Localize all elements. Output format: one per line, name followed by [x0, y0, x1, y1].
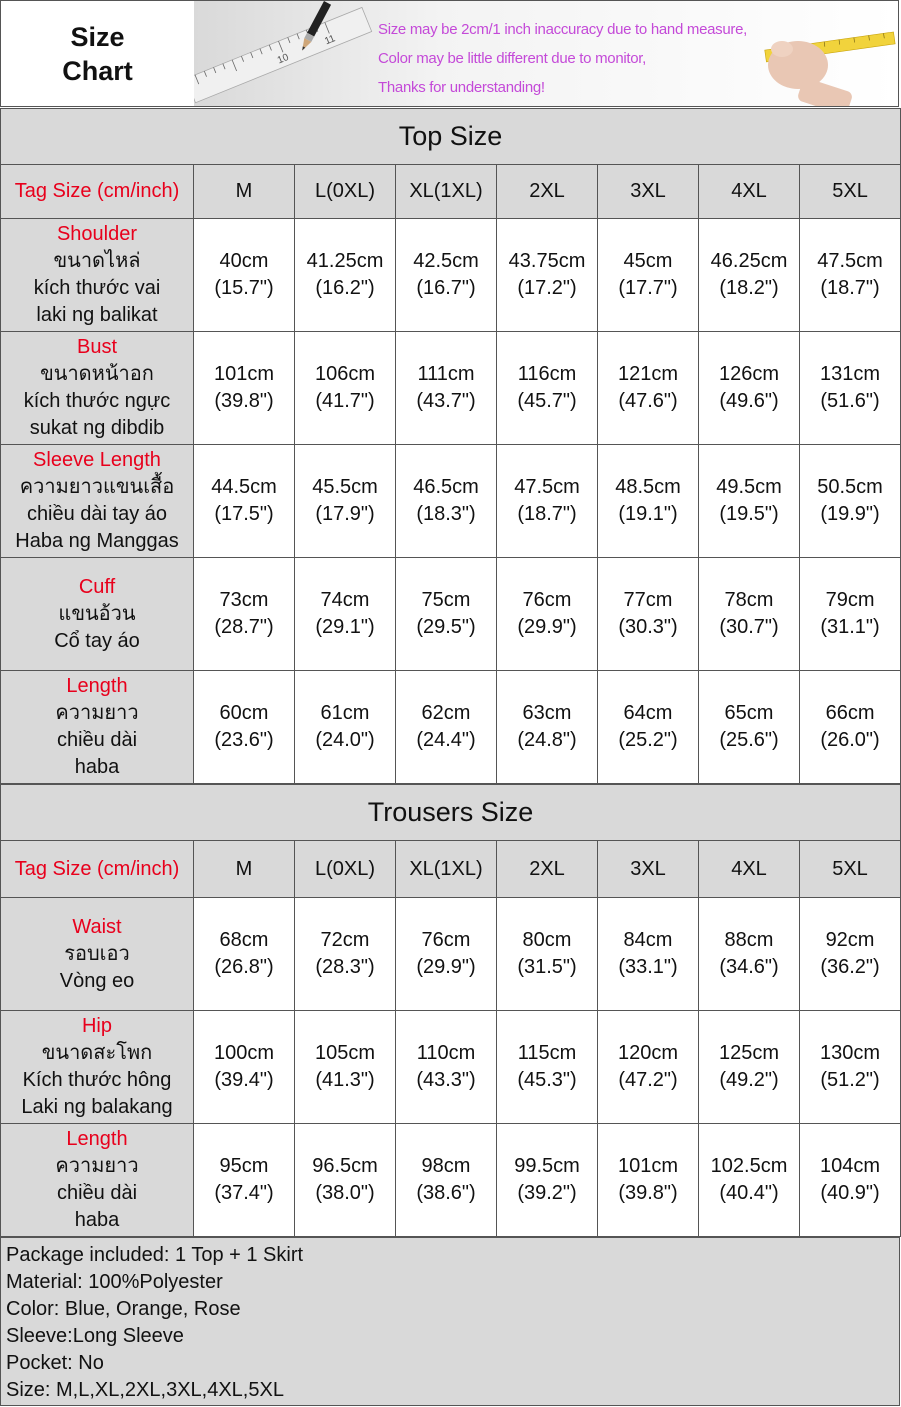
- value-cm: 50.5cm: [817, 476, 883, 498]
- size-value-cell: [800, 219, 901, 332]
- value-cm: 120cm: [617, 1042, 679, 1064]
- size-value-cell: [699, 898, 800, 1011]
- measurement-name: Waist: [72, 915, 122, 938]
- value-inch: (25.6"): [719, 729, 779, 751]
- value-cm: 48.5cm: [615, 476, 681, 498]
- size-value-cell: [396, 1124, 497, 1237]
- size-value-cell: [497, 1124, 598, 1237]
- value-inch: (37.4"): [214, 1182, 274, 1204]
- value-cm: 99.5cm: [514, 1155, 580, 1177]
- value-inch: (31.1"): [820, 616, 880, 638]
- value-inch: (39.8"): [214, 390, 274, 412]
- size-value-cell: [699, 219, 800, 332]
- size-header: 4XL: [699, 841, 800, 898]
- value-cm: 130cm: [820, 1042, 881, 1064]
- value-cm: 131cm: [820, 363, 881, 385]
- value-inch: (18.7"): [820, 277, 880, 299]
- value-inch: (36.2"): [820, 956, 880, 978]
- tag-size-label: Tag Size (cm/inch): [1, 165, 194, 219]
- value-inch: (45.3"): [517, 1069, 577, 1091]
- title-line-1: Size: [70, 21, 125, 52]
- measurement-label: [1, 332, 194, 445]
- note-line-1: Size may be 2cm/1 inch inaccuracy due to hand measure,: [378, 21, 748, 38]
- table-row: [1, 898, 901, 1011]
- value-cm: 115cm: [517, 1042, 577, 1064]
- value-cm: 47.5cm: [817, 250, 883, 272]
- size-value-cell: [295, 445, 396, 558]
- value-inch: (40.9"): [820, 1182, 880, 1204]
- size-value-cell: [598, 671, 699, 784]
- size-value-cell: [800, 898, 901, 1011]
- value-cm: 105cm: [314, 1042, 376, 1064]
- measurement-translation: รอบเอว: [64, 942, 130, 965]
- top-size-title: Top Size: [1, 109, 901, 165]
- measurement-name: Hip: [81, 1015, 112, 1037]
- size-value-cell: [194, 558, 295, 671]
- size-header: 4XL: [699, 165, 800, 219]
- table-row: [1, 219, 901, 332]
- info-color: Color: Blue, Orange, Rose: [6, 1298, 241, 1320]
- table-row: [1, 671, 901, 784]
- measurement-translation: ความยาวแขนเสื้อ: [19, 476, 175, 498]
- measurement-translation: chiều dài tay áo: [26, 503, 168, 525]
- value-inch: (51.6"): [820, 390, 880, 412]
- value-inch: (39.4"): [214, 1069, 274, 1091]
- measurement-translation: ขนาดสะโพก: [41, 1042, 153, 1064]
- size-value-cell: [396, 1011, 497, 1124]
- value-cm: 40cm: [219, 250, 269, 272]
- value-cm: 98cm: [421, 1155, 471, 1177]
- value-cm: 104cm: [820, 1155, 881, 1177]
- size-header: XL(1XL): [396, 841, 497, 898]
- size-chart-title: [1, 1, 194, 106]
- measurement-translation: chiều dài: [56, 729, 138, 751]
- value-cm: 42.5cm: [413, 250, 479, 272]
- value-inch: (49.2"): [719, 1069, 779, 1091]
- value-inch: (17.2"): [517, 277, 577, 299]
- table-row: [1, 445, 901, 558]
- value-inch: (24.4"): [416, 729, 476, 751]
- value-cm: 46.25cm: [710, 250, 788, 272]
- value-cm: 77cm: [623, 589, 673, 611]
- size-value-cell: [295, 1011, 396, 1124]
- size-value-cell: [194, 1011, 295, 1124]
- measurement-translation: sukat ng dibdib: [29, 417, 165, 439]
- value-inch: (24.8"): [517, 729, 577, 751]
- value-inch: (15.7"): [214, 277, 274, 299]
- measurement-translation: Laki ng balakang: [21, 1096, 173, 1118]
- title-line-2: Chart: [62, 55, 133, 86]
- size-header: 2XL: [497, 841, 598, 898]
- value-inch: (33.1"): [618, 956, 678, 978]
- value-inch: (29.1"): [315, 616, 375, 638]
- size-value-cell: [800, 445, 901, 558]
- value-cm: 96.5cm: [312, 1155, 378, 1177]
- size-header: 3XL: [598, 841, 699, 898]
- info-pocket: Pocket: No: [6, 1352, 104, 1374]
- measurement-name: Length: [66, 675, 128, 697]
- measurement-translation: ขนาดหน้าอก: [40, 363, 154, 385]
- size-value-cell: [598, 558, 699, 671]
- size-value-cell: [396, 898, 497, 1011]
- value-inch: (38.0"): [315, 1182, 375, 1204]
- value-inch: (41.7"): [315, 390, 375, 412]
- value-inch: (19.1"): [618, 503, 678, 525]
- value-cm: 43.75cm: [508, 250, 586, 272]
- size-value-cell: [699, 1011, 800, 1124]
- value-cm: 126cm: [718, 363, 780, 385]
- size-value-cell: [598, 219, 699, 332]
- value-inch: (29.5"): [416, 616, 476, 638]
- size-value-cell: [800, 1124, 901, 1237]
- size-value-cell: [598, 332, 699, 445]
- value-inch: (43.7"): [416, 390, 476, 412]
- ruler-mark-11: 11: [323, 33, 337, 48]
- value-inch: (18.3"): [416, 503, 476, 525]
- value-cm: 64cm: [623, 702, 673, 724]
- value-cm: 78cm: [724, 589, 774, 611]
- size-value-cell: [295, 332, 396, 445]
- value-inch: (16.7"): [416, 277, 476, 299]
- size-value-cell: [699, 671, 800, 784]
- table-row: [1, 558, 901, 671]
- size-value-cell: [194, 332, 295, 445]
- value-inch: (29.9"): [517, 616, 577, 638]
- size-value-cell: [295, 558, 396, 671]
- value-cm: 76cm: [421, 929, 471, 951]
- size-value-cell: [800, 558, 901, 671]
- value-inch: (38.6"): [416, 1182, 476, 1204]
- value-cm: 100cm: [213, 1042, 275, 1064]
- value-cm: 95cm: [219, 1155, 269, 1177]
- value-cm: 47.5cm: [514, 476, 580, 498]
- measurement-translation: ความยาว: [55, 702, 139, 724]
- value-cm: 111cm: [417, 363, 475, 385]
- measurement-translation: haba: [74, 756, 120, 778]
- measurement-name: Shoulder: [56, 223, 138, 245]
- info-sleeve: Sleeve:Long Sleeve: [6, 1325, 184, 1347]
- size-value-cell: [598, 445, 699, 558]
- value-cm: 63cm: [522, 702, 572, 724]
- value-inch: (26.8"): [214, 956, 274, 978]
- value-inch: (24.0"): [315, 729, 375, 751]
- value-cm: 66cm: [825, 702, 875, 724]
- size-value-cell: [800, 671, 901, 784]
- value-cm: 106cm: [314, 363, 376, 385]
- measurement-name: Bust: [76, 336, 118, 358]
- measurement-translation: Haba ng Manggas: [15, 530, 179, 552]
- size-value-cell: [699, 558, 800, 671]
- value-cm: 80cm: [522, 929, 572, 951]
- value-cm: 62cm: [421, 702, 471, 724]
- top-size-header-row: [1, 165, 901, 219]
- measurement-translation: ขนาดไหล่: [53, 250, 141, 272]
- value-cm: 102.5cm: [710, 1155, 788, 1177]
- note-line-2: Color may be little different due to monitor,: [378, 50, 647, 67]
- size-value-cell: [194, 219, 295, 332]
- value-inch: (17.7"): [618, 277, 678, 299]
- value-cm: 65cm: [724, 702, 774, 724]
- value-cm: 88cm: [724, 929, 774, 951]
- measurement-translation: chiều dài: [56, 1182, 138, 1204]
- value-inch: (47.2"): [618, 1069, 678, 1091]
- size-value-cell: [295, 671, 396, 784]
- value-inch: (43.3"): [416, 1069, 476, 1091]
- size-value-cell: [396, 671, 497, 784]
- value-inch: (25.2"): [618, 729, 678, 751]
- value-cm: 74cm: [320, 589, 370, 611]
- size-value-cell: [598, 898, 699, 1011]
- measurement-name: Sleeve Length: [33, 449, 161, 471]
- size-value-cell: [800, 1011, 901, 1124]
- value-inch: (28.7"): [214, 616, 274, 638]
- value-cm: 45cm: [623, 250, 673, 272]
- size-header: M: [194, 165, 295, 219]
- measurement-notes: [378, 15, 747, 102]
- value-inch: (17.5"): [214, 503, 274, 525]
- size-value-cell: [497, 558, 598, 671]
- measurement-name: Cuff: [78, 575, 116, 598]
- size-header: L(0XL): [295, 841, 396, 898]
- table-row: [1, 332, 901, 445]
- value-inch: (17.9"): [315, 503, 375, 525]
- value-inch: (49.6"): [719, 390, 779, 412]
- trousers-size-title: Trousers Size: [1, 785, 901, 841]
- value-inch: (31.5"): [517, 956, 577, 978]
- value-inch: (47.6"): [618, 390, 678, 412]
- info-sizes: Size: M,L,XL,2XL,3XL,4XL,5XL: [6, 1379, 284, 1401]
- note-line-3: Thanks for understanding!: [378, 79, 545, 96]
- value-cm: 101cm: [617, 1155, 679, 1177]
- value-cm: 60cm: [219, 702, 269, 724]
- measurement-label: [1, 1011, 194, 1124]
- size-value-cell: [497, 671, 598, 784]
- measurement-label: [1, 898, 194, 1011]
- info-material: Material: 100%Polyester: [6, 1271, 223, 1293]
- measurement-translation: แขนอ้วน: [58, 602, 136, 625]
- size-value-cell: [194, 671, 295, 784]
- value-cm: 84cm: [623, 929, 673, 951]
- value-inch: (30.7"): [719, 616, 779, 638]
- size-header: M: [194, 841, 295, 898]
- measurement-translation: Cổ tay áo: [54, 629, 140, 652]
- value-inch: (39.2"): [517, 1182, 577, 1204]
- value-cm: 125cm: [718, 1042, 780, 1064]
- measurement-translation: laki ng balikat: [36, 304, 158, 326]
- value-cm: 72cm: [320, 929, 370, 951]
- value-cm: 79cm: [825, 589, 875, 611]
- size-header: 2XL: [497, 165, 598, 219]
- size-value-cell: [699, 332, 800, 445]
- size-value-cell: [497, 332, 598, 445]
- value-inch: (18.7"): [517, 503, 577, 525]
- measurement-label: [1, 445, 194, 558]
- value-cm: 44.5cm: [211, 476, 277, 498]
- tag-size-label: Tag Size (cm/inch): [1, 841, 194, 898]
- size-value-cell: [699, 445, 800, 558]
- size-value-cell: [194, 898, 295, 1011]
- value-inch: (16.2"): [315, 277, 375, 299]
- size-header: 3XL: [598, 165, 699, 219]
- value-inch: (51.2"): [820, 1069, 880, 1091]
- size-value-cell: [194, 445, 295, 558]
- size-value-cell: [396, 332, 497, 445]
- measurement-translation: ความยาว: [55, 1155, 139, 1177]
- measurement-label: [1, 219, 194, 332]
- size-value-cell: [194, 1124, 295, 1237]
- value-cm: 116cm: [517, 363, 577, 385]
- value-inch: (19.9"): [820, 503, 880, 525]
- value-cm: 101cm: [213, 363, 275, 385]
- value-inch: (29.9"): [416, 956, 476, 978]
- size-value-cell: [497, 219, 598, 332]
- header-banner: [0, 0, 899, 107]
- size-value-cell: [800, 332, 901, 445]
- size-value-cell: [497, 898, 598, 1011]
- size-value-cell: [396, 219, 497, 332]
- value-inch: (18.2"): [719, 277, 779, 299]
- value-cm: 92cm: [825, 929, 875, 951]
- measurement-label: [1, 1124, 194, 1237]
- value-inch: (41.3"): [315, 1069, 375, 1091]
- measurement-label: [1, 671, 194, 784]
- value-cm: 110cm: [416, 1042, 476, 1064]
- value-inch: (45.7"): [517, 390, 577, 412]
- value-inch: (19.5"): [719, 503, 779, 525]
- size-value-cell: [699, 1124, 800, 1237]
- value-inch: (34.6"): [719, 956, 779, 978]
- info-package: Package included: 1 Top + 1 Skirt: [6, 1244, 304, 1266]
- size-header: 5XL: [800, 165, 901, 219]
- product-info: [0, 1237, 900, 1406]
- top-size-table: [0, 108, 901, 784]
- value-inch: (28.3"): [315, 956, 375, 978]
- value-inch: (39.8"): [618, 1182, 678, 1204]
- value-cm: 61cm: [320, 702, 370, 724]
- size-value-cell: [396, 445, 497, 558]
- value-cm: 121cm: [617, 363, 679, 385]
- size-value-cell: [497, 1011, 598, 1124]
- size-value-cell: [295, 1124, 396, 1237]
- size-header: L(0XL): [295, 165, 396, 219]
- measurement-label: [1, 558, 194, 671]
- size-value-cell: [396, 558, 497, 671]
- value-inch: (26.0"): [820, 729, 880, 751]
- measurement-translation: kích thước ngực: [23, 390, 171, 412]
- table-row: [1, 1011, 901, 1124]
- value-cm: 73cm: [219, 589, 269, 611]
- measurement-translation: kích thước vai: [33, 277, 161, 299]
- measurement-name: Length: [66, 1128, 128, 1150]
- size-value-cell: [598, 1124, 699, 1237]
- size-value-cell: [295, 898, 396, 1011]
- value-inch: (40.4"): [719, 1182, 779, 1204]
- value-cm: 41.25cm: [306, 250, 384, 272]
- value-cm: 68cm: [219, 929, 269, 951]
- value-inch: (23.6"): [214, 729, 274, 751]
- ruler-mark-10: 10: [275, 52, 291, 67]
- size-header: 5XL: [800, 841, 901, 898]
- size-value-cell: [497, 445, 598, 558]
- size-value-cell: [598, 1011, 699, 1124]
- value-cm: 76cm: [522, 589, 572, 611]
- value-cm: 46.5cm: [413, 476, 479, 498]
- value-inch: (30.3"): [618, 616, 678, 638]
- table-row: [1, 1124, 901, 1237]
- size-header: XL(1XL): [396, 165, 497, 219]
- value-cm: 45.5cm: [312, 476, 378, 498]
- measurement-translation: haba: [74, 1209, 120, 1231]
- measurement-translation: Vòng eo: [59, 969, 135, 992]
- measurement-translation: Kích thước hông: [22, 1069, 172, 1091]
- size-value-cell: [295, 219, 396, 332]
- value-cm: 49.5cm: [716, 476, 782, 498]
- value-cm: 75cm: [421, 589, 471, 611]
- trousers-size-header-row: [1, 841, 901, 898]
- trousers-size-table: [0, 784, 901, 1237]
